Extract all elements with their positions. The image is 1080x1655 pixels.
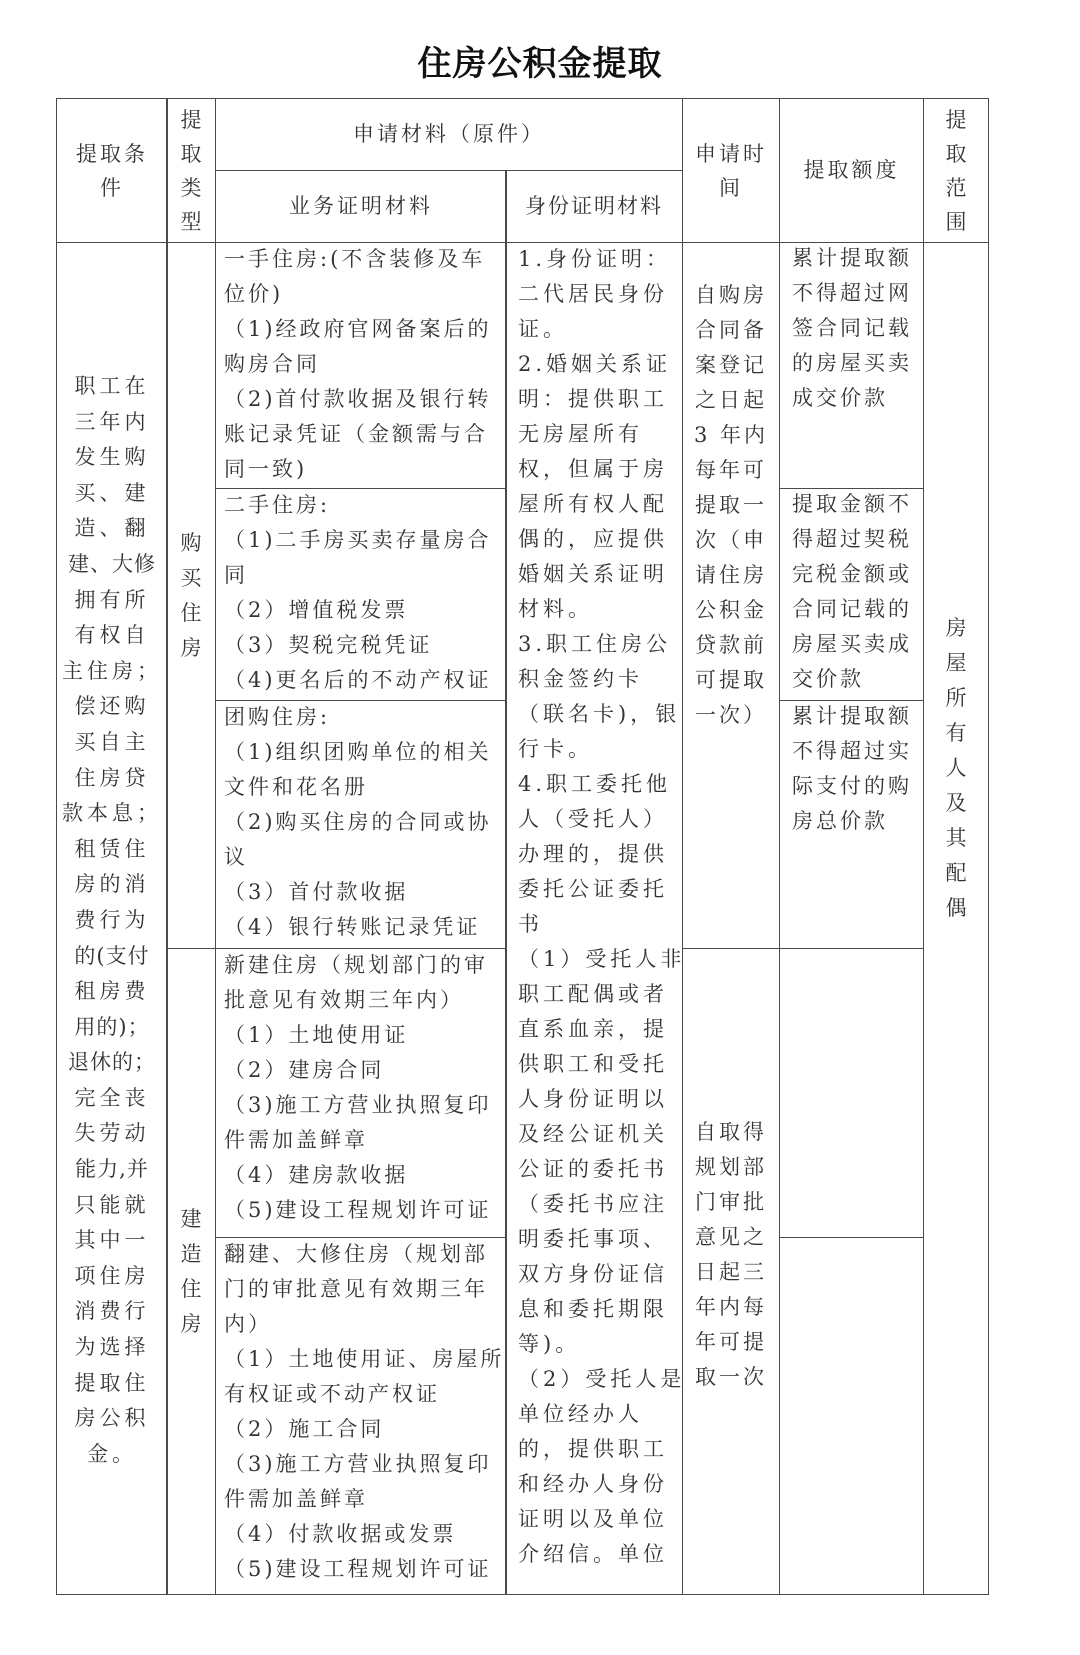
amount-renovation-cell xyxy=(779,1237,924,1595)
header-scope-cell xyxy=(923,98,989,243)
apply-time-buy-cell xyxy=(682,242,780,949)
header-condition-cell xyxy=(56,98,168,243)
header-apply-time-cell xyxy=(682,98,780,243)
document-title: 住房公积金提取 xyxy=(417,44,663,84)
type-buy: 购 买 住 房 xyxy=(180,530,202,660)
header-identity-materials-cell xyxy=(505,170,683,243)
business-new-house: 一手住房:(不含装修及车 位价) （1)经政府官网备案后的 购房合同 （2)首付款收据及银行转 账记录凭证（金额需与合 同一致) xyxy=(224,247,492,481)
amount-new-house-cell xyxy=(779,242,924,489)
header-materials: 申请材料（原件） xyxy=(353,122,545,146)
amount-new-house: 累计提取额 不得超过网 签合同记载 的房屋买卖 成交价款 xyxy=(792,246,912,410)
business-new-build-cell xyxy=(215,948,507,1238)
type-buy-cell xyxy=(166,242,216,949)
business-group-buy: 团购住房: （1)组织团购单位的相关 文件和花名册 （2)购买住房的合同或协 议 （3）首付款收据 （4）银行转账记录凭证 xyxy=(224,705,492,939)
header-type: 提 取 类 型 xyxy=(180,107,202,234)
amount-second-hand: 提取金额不 得超过契税 完税金额或 合同记载的 房屋买卖成 交价款 xyxy=(792,492,912,691)
business-new-house-cell xyxy=(215,242,507,489)
identity-materials-cell xyxy=(505,242,686,1595)
business-new-build: 新建住房（规划部门的审 批意见有效期三年内） （1）土地使用证 （2）建房合同 （3)施工方营业执照复印 件需加盖鲜章 （4）建房款收据 （5)建设工程规划许可证 xyxy=(224,953,492,1222)
amount-second-hand-cell xyxy=(779,488,924,701)
type-build: 建 造 住 房 xyxy=(180,1206,202,1336)
header-condition: 提取条件 xyxy=(76,141,148,200)
business-group-buy-cell xyxy=(215,700,507,949)
header-identity-materials: 身份证明材料 xyxy=(525,194,663,218)
amount-new-build-cell xyxy=(779,948,924,1238)
header-apply-time: 申请时 间 xyxy=(695,141,767,200)
header-business-materials: 业务证明材料 xyxy=(289,194,433,218)
business-second-hand: 二手住房: （1)二手房买卖存量房合 同 （2）增值税发票 （3）契税完税凭证 （4)更名后的不动产权证 xyxy=(224,493,492,692)
apply-time-buy: 自购房 合同备 案登记 之日起 3 年内 每年可 提取一 次（申 请住房 公积金 贷款前 可提取 一次） xyxy=(693,283,769,727)
header-business-materials-cell xyxy=(215,170,507,243)
condition-text: 职工在 三年内 发生购 买、建 造、翻 建、大修 拥有所 有权自 主住房； 偿还购 买自主 住房贷 款本息； 租赁住 房的消 费行为 的(支付 租房费 用的)； 退休的； 完全丧 失劳动 能力,并 只能就 其中一 项住房 消费行 为选择 提取住 房公积 金。 xyxy=(62,374,162,1466)
business-renovation: 翻建、大修住房（规划部 门的审批意见有效期三年 内） （1）土地使用证、房屋所 有权证或不动产权证 （2）施工合同 （3)施工方营业执照复印 件需加盖鲜章 （4）付款收据或发票 （5)建设工程规划许可证 xyxy=(224,1242,505,1581)
header-amount: 提取额度 xyxy=(803,158,900,182)
business-renovation-cell xyxy=(215,1237,507,1595)
amount-group-buy: 累计提取额 不得超过实 际支付的购 房总价款 xyxy=(792,704,912,833)
header-scope: 提 取 范 围 xyxy=(945,107,967,234)
identity-materials-text: 1.身份证明： 二代居民身份 证。 2.婚姻关系证 明：提供职工 无房屋所有 权，但属于房 屋所有权人配 偶的，应提供 婚姻关系证明 材料。 3.职工住房公 积金签约卡 （联名卡)，银 行卡。 4.职工委托他 人（受托人） 办理的，提供 委托公证委托 书 （1）受托人非 职工配偶或者 直系血亲，提 供职工和受托 人身份证明以 及经公证机关 公证的委托书 （委托书应注 明委托事项、 双方身份证信 息和委托期限 等)。 （2）受托人是 单位经办人 的，提供职工 和经办人身份 证明以及单位 介绍信。单位 xyxy=(518,247,686,1566)
condition-cell xyxy=(56,242,168,1595)
apply-time-build-cell xyxy=(682,948,780,1595)
scope-text: 房 屋 所 有 人 及 其 配 偶 xyxy=(945,616,967,920)
header-materials-cell xyxy=(215,98,683,171)
amount-group-buy-cell xyxy=(779,700,924,949)
header-amount-cell xyxy=(779,98,924,243)
apply-time-build: 自取得 规划部 门审批 意见之 日起三 年内每 年可提 取一次 xyxy=(695,1119,767,1389)
type-build-cell xyxy=(166,948,216,1595)
header-type-cell xyxy=(166,98,216,243)
scope-cell xyxy=(923,242,989,1595)
business-second-hand-cell xyxy=(215,488,507,701)
